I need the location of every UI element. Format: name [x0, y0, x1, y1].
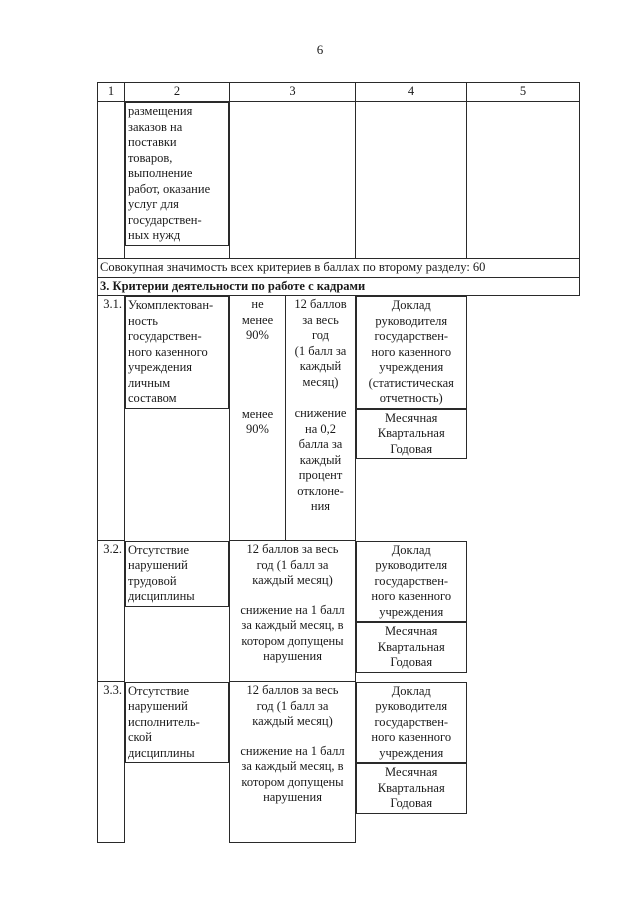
text-line: 90% [246, 328, 269, 342]
text-line: Месячная [385, 410, 438, 425]
text-line: 12 баллов [294, 297, 347, 311]
continuation-text [125, 102, 229, 246]
criterion-name [125, 682, 229, 764]
text-line: каждый месяц) [252, 573, 333, 587]
text-line: ных нужд [128, 228, 181, 242]
score-a [288, 297, 353, 390]
criterion-report [356, 682, 467, 764]
text-line: Квартальная [377, 639, 445, 654]
text-line: снижение на 1 балл [240, 743, 345, 758]
table-row [98, 541, 580, 682]
text-line: трудовой [128, 573, 177, 588]
section-title-row [98, 277, 580, 296]
condition-a [232, 297, 283, 344]
text-line: снижение [294, 406, 347, 420]
text-line: личным [128, 375, 171, 390]
table-header-row [98, 83, 580, 102]
text-line: размещения [128, 104, 193, 118]
header-cell: 5 [467, 83, 580, 102]
total-score-text: Совокупная значимость всех критериев в баллах по второму разделу: 60 [98, 259, 580, 278]
criterion-report [356, 541, 467, 623]
text-line: котором допущены [241, 774, 344, 789]
text-line: каждый [299, 359, 342, 373]
text-line: руководителя [375, 313, 448, 328]
text-line: на 0,2 [305, 421, 336, 436]
text-line: год (1 балл за [256, 557, 329, 572]
header-cell: 4 [356, 83, 467, 102]
text-line: государствен- [374, 329, 449, 343]
text-line: Отсутствие [128, 683, 190, 698]
score-a [232, 683, 353, 730]
text-line: Квартальная [377, 780, 445, 795]
criterion-period [356, 622, 467, 673]
score-b [232, 744, 353, 806]
header-cell: 3 [230, 83, 356, 102]
text-line: за каждый месяц, в [241, 759, 344, 773]
criterion-period [356, 409, 467, 460]
text-line: услуг для [128, 197, 179, 211]
text-line: Месячная [385, 765, 438, 779]
text-line: отклоне- [297, 483, 344, 498]
text-line: товаров, [128, 150, 173, 165]
row-number: 3.1. [98, 296, 125, 541]
text-line: Месячная [385, 624, 438, 638]
text-line: котором допущены [241, 633, 344, 648]
score-a [232, 542, 353, 589]
criterion-score [230, 682, 356, 843]
text-line: дисциплины [128, 589, 195, 603]
text-line: нарушений [128, 699, 188, 713]
text-line: менее [241, 312, 274, 327]
text-line: балла за [298, 437, 343, 451]
text-line: процент [298, 468, 343, 482]
total-row [98, 259, 580, 278]
row-number: 3.3. [98, 682, 125, 843]
text-line: государствен- [374, 714, 449, 729]
text-line: государствен- [128, 212, 202, 227]
text-line: Годовая [390, 655, 433, 669]
text-line: (статистическая [368, 375, 454, 390]
text-line: Отсутствие [128, 542, 190, 557]
text-line: Годовая [390, 796, 433, 810]
text-line: ного казенного [371, 589, 452, 603]
text-line: ния [310, 499, 331, 513]
text-line: год (1 балл за [256, 698, 329, 713]
text-line: Доклад [391, 542, 431, 557]
text-line: каждый месяц) [252, 714, 333, 728]
text-line: составом [128, 391, 177, 405]
table-row [98, 296, 580, 541]
text-line: исполнитель- [128, 714, 200, 729]
criterion-name [125, 296, 229, 409]
criterion-name [125, 541, 229, 607]
table-row [98, 682, 580, 843]
text-line: Годовая [390, 441, 433, 456]
text-line: ской [128, 730, 152, 744]
page-number: 6 [316, 42, 324, 57]
text-line: 12 баллов за весь [246, 683, 339, 697]
text-line: поставки [128, 135, 177, 149]
text-line: снижение на 1 балл [240, 602, 345, 617]
criterion-condition [230, 296, 286, 541]
text-line: государствен- [128, 329, 202, 343]
text-line: месяц) [302, 374, 339, 389]
text-line: каждый [299, 452, 342, 467]
text-line: работ, оказание [128, 181, 211, 196]
text-line: руководителя [375, 699, 448, 713]
text-line: 12 баллов за весь [246, 542, 339, 556]
text-line: Доклад [391, 683, 431, 698]
text-line: выполнение [128, 166, 193, 180]
text-line: учреждения [379, 360, 444, 374]
text-line: ность [128, 313, 158, 328]
text-line: нарушений [128, 558, 188, 572]
condition-b [232, 407, 283, 438]
text-line: Доклад [391, 298, 431, 312]
text-line: год [311, 328, 330, 342]
text-line: ного казенного [128, 344, 208, 359]
continuation-row [98, 102, 580, 259]
text-line: учреждения [379, 604, 444, 619]
text-line: не [251, 297, 264, 311]
text-line: (1 балл за [294, 343, 347, 358]
text-line: 90% [246, 422, 269, 436]
criterion-score [230, 541, 356, 682]
score-b [232, 603, 353, 665]
text-line: нарушения [263, 790, 322, 804]
text-line: учреждения [128, 360, 193, 374]
text-line: государствен- [374, 573, 449, 588]
score-b [288, 406, 353, 515]
text-line: за весь [302, 312, 339, 327]
criterion-report [356, 296, 467, 409]
header-cell: 1 [98, 83, 125, 102]
text-line: Квартальная [377, 426, 445, 440]
text-line: отчетность) [379, 391, 443, 405]
text-line: нарушения [263, 649, 322, 663]
text-line: менее [241, 406, 274, 421]
criteria-table [97, 82, 580, 843]
text-line: Укомплектован- [128, 298, 214, 312]
text-line: учреждения [379, 745, 444, 760]
criterion-score [286, 296, 356, 541]
header-cell: 2 [125, 83, 230, 102]
section-title: 3. Критерии деятельности по работе с кадрами [98, 277, 580, 296]
text-line: заказов на [128, 119, 183, 134]
text-line: ного казенного [371, 344, 452, 359]
text-line: за каждый месяц, в [241, 618, 344, 632]
criterion-period [356, 763, 467, 814]
text-line: дисциплины [128, 745, 195, 760]
text-line: ного казенного [371, 730, 452, 744]
row-number: 3.2. [98, 541, 125, 682]
text-line: руководителя [375, 558, 448, 572]
